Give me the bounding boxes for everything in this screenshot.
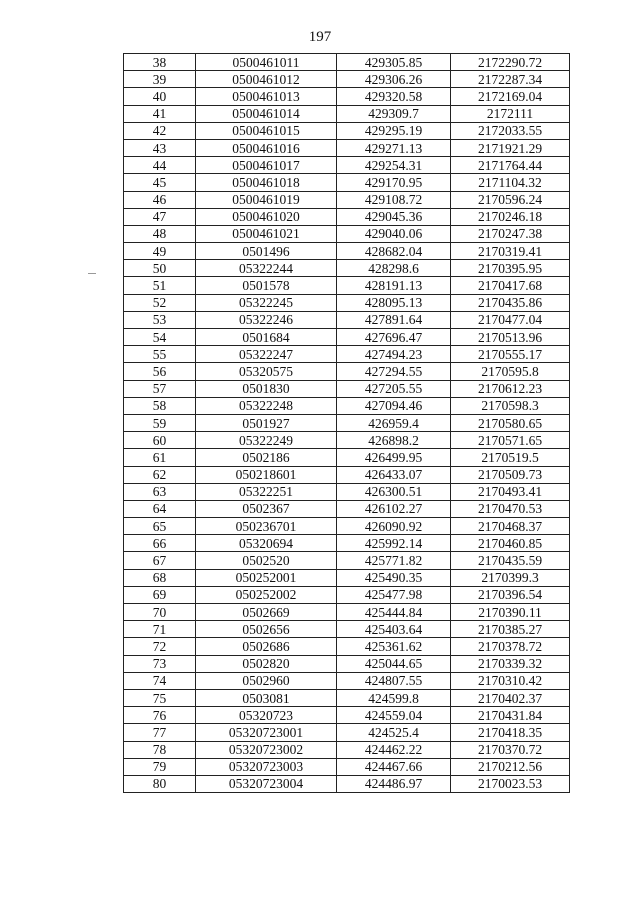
- row-number-cell: 52: [124, 294, 196, 311]
- table-row: [124, 71, 570, 88]
- y-coordinate-cell: 2172033.55: [451, 122, 570, 139]
- row-number-cell: 80: [124, 775, 196, 792]
- point-id-cell: 05320694: [196, 535, 337, 552]
- point-id-cell: 0500461015: [196, 122, 337, 139]
- x-coordinate-cell: 429309.7: [337, 105, 451, 122]
- point-id-cell: 0502669: [196, 604, 337, 621]
- y-coordinate-cell: 2172287.34: [451, 71, 570, 88]
- x-coordinate-cell: 426300.51: [337, 483, 451, 500]
- y-coordinate-cell: 2171104.32: [451, 174, 570, 191]
- table-row: [124, 329, 570, 346]
- y-coordinate-cell: 2170460.85: [451, 535, 570, 552]
- row-number-cell: 60: [124, 432, 196, 449]
- x-coordinate-cell: 426102.27: [337, 500, 451, 517]
- row-number-cell: 63: [124, 483, 196, 500]
- y-coordinate-cell: 2170468.37: [451, 518, 570, 535]
- table-row: [124, 586, 570, 603]
- x-coordinate-cell: 424462.22: [337, 741, 451, 758]
- row-number-cell: 54: [124, 329, 196, 346]
- row-number-cell: 58: [124, 397, 196, 414]
- row-number-cell: 40: [124, 88, 196, 105]
- table-row: [124, 535, 570, 552]
- point-id-cell: 050236701: [196, 518, 337, 535]
- row-number-cell: 56: [124, 363, 196, 380]
- table-row: [124, 775, 570, 792]
- coordinates-table-body: [124, 54, 570, 793]
- row-number-cell: 46: [124, 191, 196, 208]
- x-coordinate-cell: 429170.95: [337, 174, 451, 191]
- coordinates-table: [123, 53, 570, 793]
- row-number-cell: 51: [124, 277, 196, 294]
- point-id-cell: 0501830: [196, 380, 337, 397]
- y-coordinate-cell: 2170470.53: [451, 500, 570, 517]
- x-coordinate-cell: 426433.07: [337, 466, 451, 483]
- row-number-cell: 61: [124, 449, 196, 466]
- point-id-cell: 05320723004: [196, 775, 337, 792]
- point-id-cell: 05322248: [196, 397, 337, 414]
- y-coordinate-cell: 2170385.27: [451, 621, 570, 638]
- y-coordinate-cell: 2170580.65: [451, 414, 570, 431]
- row-number-cell: 43: [124, 139, 196, 156]
- table-row: [124, 449, 570, 466]
- point-id-cell: 05320723002: [196, 741, 337, 758]
- point-id-cell: 05322249: [196, 432, 337, 449]
- row-number-cell: 44: [124, 157, 196, 174]
- row-number-cell: 78: [124, 741, 196, 758]
- table-row: [124, 432, 570, 449]
- y-coordinate-cell: 2170493.41: [451, 483, 570, 500]
- table-row: [124, 294, 570, 311]
- table-row: [124, 311, 570, 328]
- table-row: [124, 122, 570, 139]
- table-row: [124, 346, 570, 363]
- point-id-cell: 05320723001: [196, 724, 337, 741]
- row-number-cell: 38: [124, 54, 196, 71]
- point-id-cell: 0500461017: [196, 157, 337, 174]
- y-coordinate-cell: 2170571.65: [451, 432, 570, 449]
- table-row: [124, 414, 570, 431]
- row-number-cell: 71: [124, 621, 196, 638]
- row-number-cell: 72: [124, 638, 196, 655]
- y-coordinate-cell: 2170509.73: [451, 466, 570, 483]
- x-coordinate-cell: 427205.55: [337, 380, 451, 397]
- row-number-cell: 68: [124, 569, 196, 586]
- row-number-cell: 73: [124, 655, 196, 672]
- point-id-cell: 05322244: [196, 260, 337, 277]
- row-number-cell: 70: [124, 604, 196, 621]
- x-coordinate-cell: 429045.36: [337, 208, 451, 225]
- row-number-cell: 45: [124, 174, 196, 191]
- table-row: [124, 707, 570, 724]
- row-number-cell: 47: [124, 208, 196, 225]
- y-coordinate-cell: 2170370.72: [451, 741, 570, 758]
- x-coordinate-cell: 429271.13: [337, 139, 451, 156]
- row-number-cell: 48: [124, 225, 196, 242]
- y-coordinate-cell: 2170555.17: [451, 346, 570, 363]
- row-number-cell: 53: [124, 311, 196, 328]
- table-row: [124, 500, 570, 517]
- row-number-cell: 55: [124, 346, 196, 363]
- point-id-cell: 0502186: [196, 449, 337, 466]
- point-id-cell: 0500461016: [196, 139, 337, 156]
- table-row: [124, 569, 570, 586]
- point-id-cell: 0502960: [196, 672, 337, 689]
- table-row: [124, 174, 570, 191]
- y-coordinate-cell: 2170595.8: [451, 363, 570, 380]
- y-coordinate-cell: 2170247.38: [451, 225, 570, 242]
- point-id-cell: 050218601: [196, 466, 337, 483]
- table-row: [124, 689, 570, 706]
- row-number-cell: 62: [124, 466, 196, 483]
- point-id-cell: 050252001: [196, 569, 337, 586]
- row-number-cell: 39: [124, 71, 196, 88]
- point-id-cell: 0500461019: [196, 191, 337, 208]
- y-coordinate-cell: 2170418.35: [451, 724, 570, 741]
- x-coordinate-cell: 426898.2: [337, 432, 451, 449]
- point-id-cell: 05322251: [196, 483, 337, 500]
- y-coordinate-cell: 2170395.95: [451, 260, 570, 277]
- point-id-cell: 0501578: [196, 277, 337, 294]
- table-row: [124, 741, 570, 758]
- y-coordinate-cell: 2171764.44: [451, 157, 570, 174]
- y-coordinate-cell: 2170513.96: [451, 329, 570, 346]
- x-coordinate-cell: 429040.06: [337, 225, 451, 242]
- y-coordinate-cell: 2170310.42: [451, 672, 570, 689]
- x-coordinate-cell: 427094.46: [337, 397, 451, 414]
- x-coordinate-cell: 424486.97: [337, 775, 451, 792]
- x-coordinate-cell: 425771.82: [337, 552, 451, 569]
- x-coordinate-cell: 429108.72: [337, 191, 451, 208]
- x-coordinate-cell: 429305.85: [337, 54, 451, 71]
- table-row: [124, 604, 570, 621]
- point-id-cell: 0500461012: [196, 71, 337, 88]
- x-coordinate-cell: 425044.65: [337, 655, 451, 672]
- x-coordinate-cell: 424525.4: [337, 724, 451, 741]
- table-row: [124, 225, 570, 242]
- y-coordinate-cell: 2170596.24: [451, 191, 570, 208]
- row-number-cell: 41: [124, 105, 196, 122]
- table-row: [124, 397, 570, 414]
- y-coordinate-cell: 2172290.72: [451, 54, 570, 71]
- x-coordinate-cell: 425361.62: [337, 638, 451, 655]
- point-id-cell: 05322246: [196, 311, 337, 328]
- point-id-cell: 05320723: [196, 707, 337, 724]
- y-coordinate-cell: 2170319.41: [451, 243, 570, 260]
- table-row: [124, 157, 570, 174]
- x-coordinate-cell: 426499.95: [337, 449, 451, 466]
- point-id-cell: 05320575: [196, 363, 337, 380]
- table-row: [124, 655, 570, 672]
- table-row: [124, 363, 570, 380]
- point-id-cell: 0502686: [196, 638, 337, 655]
- y-coordinate-cell: 2170396.54: [451, 586, 570, 603]
- table-row: [124, 552, 570, 569]
- table-row: [124, 672, 570, 689]
- x-coordinate-cell: 425477.98: [337, 586, 451, 603]
- x-coordinate-cell: 425490.35: [337, 569, 451, 586]
- table-row: [124, 758, 570, 775]
- row-number-cell: 49: [124, 243, 196, 260]
- point-id-cell: 0502656: [196, 621, 337, 638]
- y-coordinate-cell: 2170402.37: [451, 689, 570, 706]
- y-coordinate-cell: 2172111: [451, 105, 570, 122]
- row-number-cell: 75: [124, 689, 196, 706]
- x-coordinate-cell: 426959.4: [337, 414, 451, 431]
- table-row: [124, 139, 570, 156]
- row-number-cell: 59: [124, 414, 196, 431]
- point-id-cell: 0501684: [196, 329, 337, 346]
- y-coordinate-cell: 2170435.86: [451, 294, 570, 311]
- table-row: [124, 208, 570, 225]
- point-id-cell: 0501496: [196, 243, 337, 260]
- x-coordinate-cell: 425992.14: [337, 535, 451, 552]
- x-coordinate-cell: 424559.04: [337, 707, 451, 724]
- x-coordinate-cell: 429254.31: [337, 157, 451, 174]
- row-number-cell: 66: [124, 535, 196, 552]
- y-coordinate-cell: 2170612.23: [451, 380, 570, 397]
- row-number-cell: 50: [124, 260, 196, 277]
- y-coordinate-cell: 2170417.68: [451, 277, 570, 294]
- x-coordinate-cell: 427494.23: [337, 346, 451, 363]
- point-id-cell: 0502367: [196, 500, 337, 517]
- x-coordinate-cell: 427891.64: [337, 311, 451, 328]
- page-number: 197: [308, 29, 332, 45]
- point-id-cell: 0500461013: [196, 88, 337, 105]
- point-id-cell: 0500461021: [196, 225, 337, 242]
- x-coordinate-cell: 427294.55: [337, 363, 451, 380]
- row-number-cell: 76: [124, 707, 196, 724]
- point-id-cell: 05322245: [196, 294, 337, 311]
- y-coordinate-cell: 2170435.59: [451, 552, 570, 569]
- point-id-cell: 05322247: [196, 346, 337, 363]
- y-coordinate-cell: 2170390.11: [451, 604, 570, 621]
- x-coordinate-cell: 425403.64: [337, 621, 451, 638]
- x-coordinate-cell: 424467.66: [337, 758, 451, 775]
- row-number-cell: 57: [124, 380, 196, 397]
- y-coordinate-cell: 2170477.04: [451, 311, 570, 328]
- x-coordinate-cell: 428682.04: [337, 243, 451, 260]
- table-row: [124, 621, 570, 638]
- x-coordinate-cell: 425444.84: [337, 604, 451, 621]
- row-number-cell: 77: [124, 724, 196, 741]
- table-row: [124, 243, 570, 260]
- x-coordinate-cell: 429320.58: [337, 88, 451, 105]
- table-row: [124, 483, 570, 500]
- point-id-cell: 05320723003: [196, 758, 337, 775]
- y-coordinate-cell: 2170431.84: [451, 707, 570, 724]
- row-number-cell: 42: [124, 122, 196, 139]
- x-coordinate-cell: 424807.55: [337, 672, 451, 689]
- table-row: [124, 88, 570, 105]
- table-row: [124, 466, 570, 483]
- point-id-cell: 0500461020: [196, 208, 337, 225]
- row-number-cell: 74: [124, 672, 196, 689]
- y-coordinate-cell: 2171921.29: [451, 139, 570, 156]
- point-id-cell: 0502520: [196, 552, 337, 569]
- table-row: [124, 518, 570, 535]
- table-row: [124, 638, 570, 655]
- point-id-cell: 0503081: [196, 689, 337, 706]
- table-row: [124, 380, 570, 397]
- table-row: [124, 105, 570, 122]
- y-coordinate-cell: 2170246.18: [451, 208, 570, 225]
- row-number-cell: 79: [124, 758, 196, 775]
- row-number-cell: 64: [124, 500, 196, 517]
- y-coordinate-cell: 2170399.3: [451, 569, 570, 586]
- x-coordinate-cell: 429295.19: [337, 122, 451, 139]
- y-coordinate-cell: 2170023.53: [451, 775, 570, 792]
- point-id-cell: 050252002: [196, 586, 337, 603]
- table-row: [124, 54, 570, 71]
- point-id-cell: 0500461014: [196, 105, 337, 122]
- row-number-cell: 65: [124, 518, 196, 535]
- row-number-cell: 67: [124, 552, 196, 569]
- y-coordinate-cell: 2170339.32: [451, 655, 570, 672]
- point-id-cell: 0500461011: [196, 54, 337, 71]
- table-row: [124, 191, 570, 208]
- table-row: [124, 277, 570, 294]
- point-id-cell: 0502820: [196, 655, 337, 672]
- y-coordinate-cell: 2170378.72: [451, 638, 570, 655]
- point-id-cell: 0501927: [196, 414, 337, 431]
- table-row: [124, 724, 570, 741]
- margin-mark: [88, 273, 96, 274]
- x-coordinate-cell: 428095.13: [337, 294, 451, 311]
- y-coordinate-cell: 2170519.5: [451, 449, 570, 466]
- y-coordinate-cell: 2170212.56: [451, 758, 570, 775]
- x-coordinate-cell: 428191.13: [337, 277, 451, 294]
- table-row: [124, 260, 570, 277]
- x-coordinate-cell: 426090.92: [337, 518, 451, 535]
- x-coordinate-cell: 427696.47: [337, 329, 451, 346]
- x-coordinate-cell: 429306.26: [337, 71, 451, 88]
- row-number-cell: 69: [124, 586, 196, 603]
- point-id-cell: 0500461018: [196, 174, 337, 191]
- x-coordinate-cell: 428298.6: [337, 260, 451, 277]
- y-coordinate-cell: 2172169.04: [451, 88, 570, 105]
- y-coordinate-cell: 2170598.3: [451, 397, 570, 414]
- x-coordinate-cell: 424599.8: [337, 689, 451, 706]
